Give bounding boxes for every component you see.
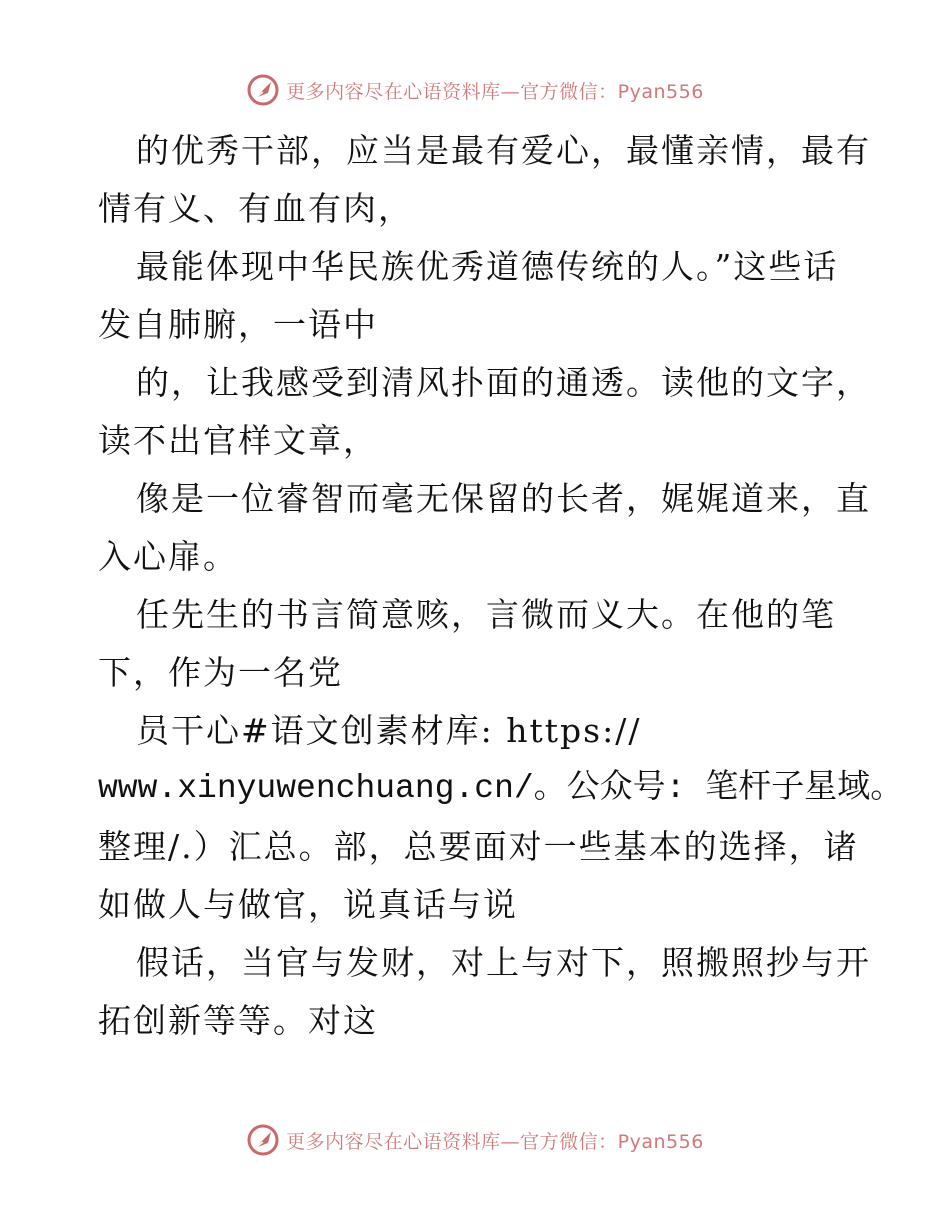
body-line: 最能体现中华民族优秀道德传统的人。”这些话 bbox=[136, 247, 839, 286]
quill-logo-icon bbox=[246, 73, 280, 107]
header-banner-main: 更多内容尽在心语资料库 bbox=[286, 80, 501, 103]
footer-banner-text bbox=[286, 1127, 704, 1154]
header-banner-separator: — bbox=[500, 80, 521, 103]
body-line: 像是一位睿智而毫无保留的长者，娓娓道来，直 bbox=[136, 479, 871, 518]
header-banner bbox=[0, 70, 950, 110]
body-line: 任先生的书言简意赅，言微而义大。在他的笔 bbox=[136, 595, 836, 634]
footer-banner-separator: — bbox=[500, 1130, 521, 1153]
body-line: 下，作为一名党 bbox=[98, 653, 343, 692]
body-line: 假话，当官与发财，对上与对下，照搬照抄与开 bbox=[136, 943, 871, 982]
body-line: 的，让我感受到清风扑面的通透。读他的文字， bbox=[136, 363, 871, 402]
body-line: 发自肺腑，一语中 bbox=[98, 305, 378, 344]
body-line: 员干心#语文创素材库: https:// bbox=[136, 711, 642, 750]
header-banner-text bbox=[286, 77, 704, 104]
quill-logo-icon bbox=[246, 1123, 280, 1157]
body-line-url: www.xinyuwenchuang.cn/。公众号: 笔杆子星域。 bbox=[98, 770, 904, 807]
body-line: 拓创新等等。对这 bbox=[98, 1001, 378, 1040]
document-body bbox=[98, 122, 904, 1050]
footer-banner-wechat: 官方微信：Pyan556 bbox=[520, 1130, 704, 1153]
body-line: 情有义、有血有肉， bbox=[98, 189, 413, 228]
footer-banner bbox=[0, 1120, 950, 1160]
body-line: 入心扉。 bbox=[98, 537, 238, 576]
footer-banner-main: 更多内容尽在心语资料库 bbox=[286, 1130, 501, 1153]
header-banner-wechat: 官方微信：Pyan556 bbox=[520, 80, 704, 103]
body-line: 的优秀干部，应当是最有爱心，最懂亲情，最有 bbox=[136, 131, 871, 170]
body-line: 整理/.）汇总。部，总要面对一些基本的选择，诸 bbox=[98, 827, 859, 866]
body-line: 如做人与做官，说真话与说 bbox=[98, 885, 518, 924]
body-line: 读不出官样文章， bbox=[98, 421, 378, 460]
